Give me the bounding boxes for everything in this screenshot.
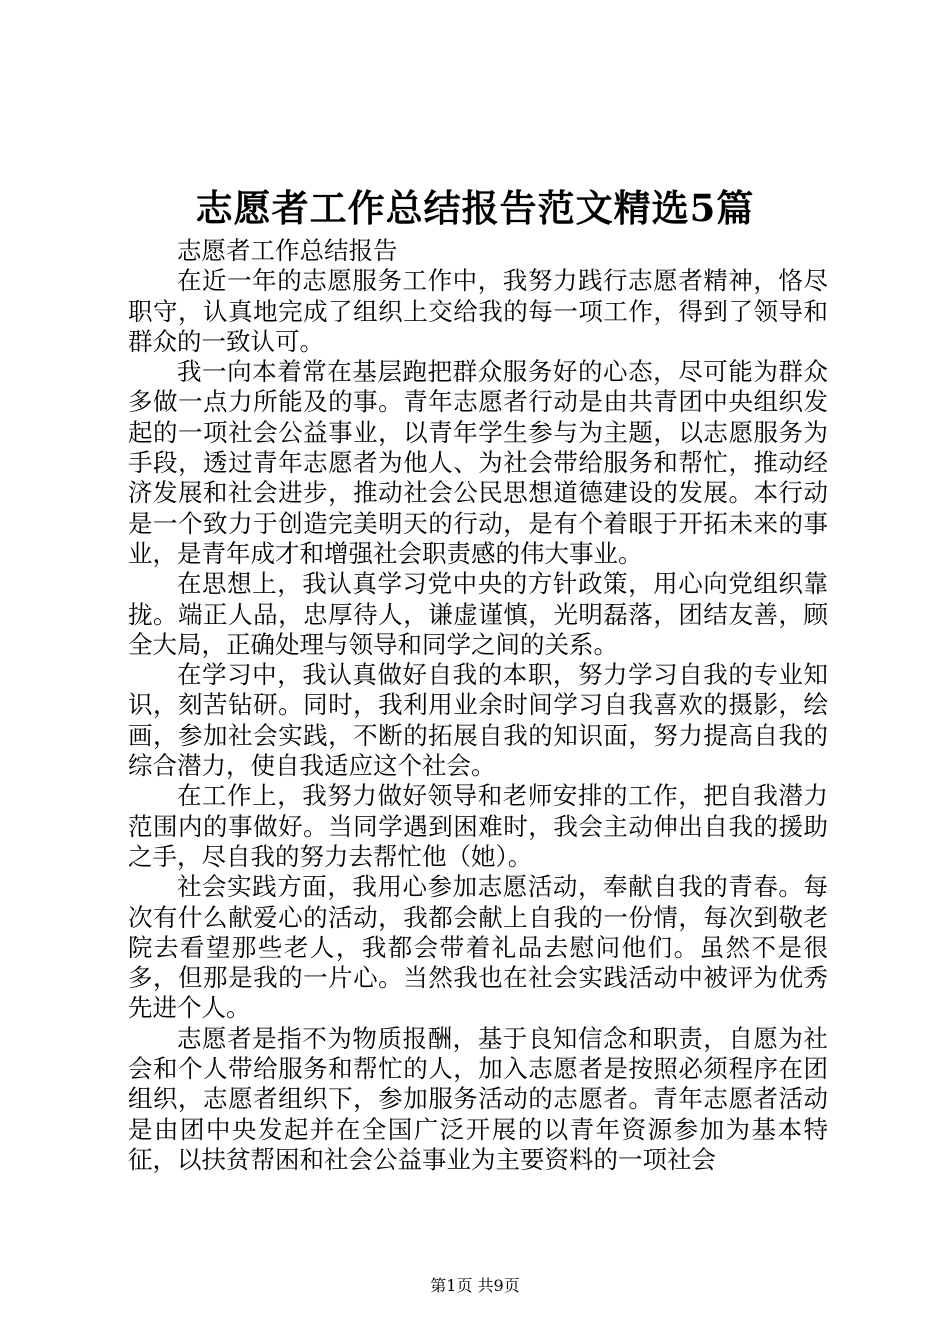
paragraph: 在思想上，我认真学习党中央的方针政策，用心向党组织靠拢。端正人品，忠厚待人，谦虚谨慎，光明磊落，团结友善，顾全大局，正确处理与领导和同学之间的关系。	[128, 569, 828, 659]
paragraph: 我一向本着常在基层跑把群众服务好的心态，尽可能为群众多做一点力所能及的事。青年志愿者行动是由共青团中央组织发起的一项社会公益事业，以青年学生参与为主题，以志愿服务为手段，透过青年志愿者为他人、为社会带给服务和帮忙，推动经济发展和社会进步，推动社会公民思想道德建设的发展。本行动是一个致力于创造完美明天的行动，是有个着眼于开拓未来的事业，是青年成才和增强社会职责感的伟大事业。	[128, 357, 828, 568]
document-body	[128, 236, 828, 1175]
paragraph: 社会实践方面，我用心参加志愿活动，奉献自我的青春。每次有什么献爱心的活动，我都会献上自我的一份情，每次到敬老院去看望那些老人，我都会带着礼品去慰问他们。虽然不是很多，但那是我的一片心。当然我也在社会实践活动中被评为优秀先进个人。	[128, 872, 828, 1023]
paragraph: 志愿者工作总结报告	[177, 236, 398, 265]
document-title: 志愿者工作总结报告范文精选5篇	[195, 186, 755, 230]
paragraph: 在近一年的志愿服务工作中，我努力践行志愿者精神，恪尽职守，认真地完成了组织上交给我的每一项工作，得到了领导和群众的一致认可。	[128, 266, 828, 356]
paragraph: 在学习中，我认真做好自我的本职，努力学习自我的专业知识，刻苦钻研。同时，我利用业余时间学习自我喜欢的摄影，绘画，参加社会实践，不断的拓展自我的知识面，努力提高自我的综合潜力，使自我适应这个社会。	[128, 660, 828, 781]
paragraph: 在工作上，我努力做好领导和老师安排的工作，把自我潜力范围内的事做好。当同学遇到困难时，我会主动伸出自我的援助之手，尽自我的努力去帮忙他（她）。	[128, 781, 828, 871]
page-number-footer: 第1页 共9页	[430, 1276, 520, 1295]
paragraph: 志愿者是指不为物质报酬，基于良知信念和职责，自愿为社会和个人带给服务和帮忙的人，加入志愿者是按照必须程序在团组织，志愿者组织下，参加服务活动的志愿者。青年志愿者活动是由团中央发起并在全国广泛开展的以青年资源参加为基本特征，以扶贫帮困和社会公益事业为主要资料的一项社会	[128, 1023, 828, 1174]
